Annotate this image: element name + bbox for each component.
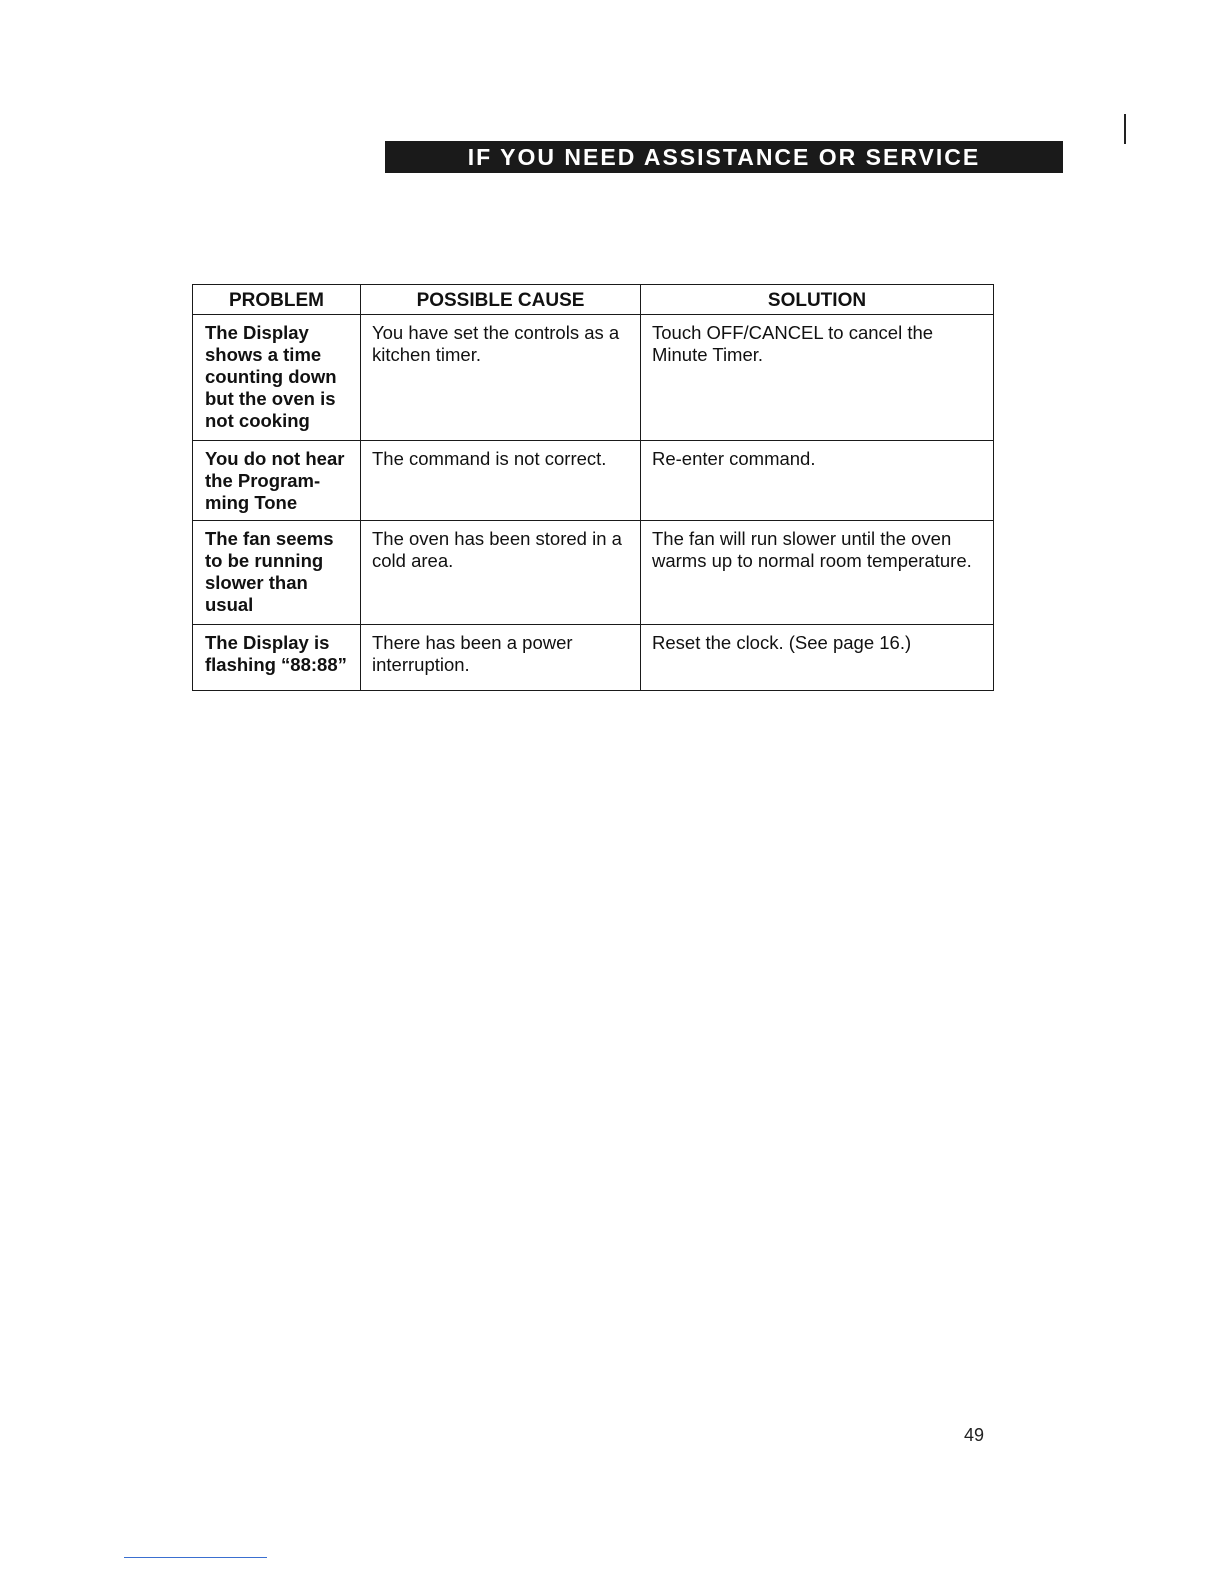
- cause-cell: You have set the controls as a kitchen timer.: [361, 315, 641, 441]
- cause-cell: The oven has been stored in a cold area.: [361, 521, 641, 625]
- solution-cell: Re-enter command.: [641, 441, 994, 521]
- column-header-problem: PROBLEM: [193, 285, 361, 315]
- problem-cell: The fan seems to be running slower than usual: [193, 521, 361, 625]
- solution-cell: Reset the clock. (See page 16.): [641, 625, 994, 691]
- column-header-possible-cause: POSSIBLE CAUSE: [361, 285, 641, 315]
- table-header-row: [193, 285, 994, 315]
- column-header-solution: SOLUTION: [641, 285, 994, 315]
- table-row: [193, 441, 994, 521]
- cause-cell: There has been a power interruption.: [361, 625, 641, 691]
- table-row: [193, 625, 994, 691]
- cause-cell: The command is not correct.: [361, 441, 641, 521]
- troubleshooting-table: [192, 284, 994, 691]
- problem-cell: The Display shows a time counting down but the oven is not cooking: [193, 315, 361, 441]
- page-number: 49: [964, 1425, 985, 1445]
- solution-cell: Touch OFF/CANCEL to cancel the Minute Timer.: [641, 315, 994, 441]
- section-header-banner: IF YOU NEED ASSISTANCE OR SERVICE: [385, 141, 1063, 173]
- solution-cell: The fan will run slower until the oven warms up to normal room temperature.: [641, 521, 994, 625]
- problem-cell: You do not hear the Program-ming Tone: [193, 441, 361, 521]
- table-row: [193, 315, 994, 441]
- table-row: [193, 521, 994, 625]
- problem-cell: The Display is flashing “88:88”: [193, 625, 361, 691]
- footer-rule: [124, 1557, 267, 1558]
- margin-mark: [1124, 114, 1126, 144]
